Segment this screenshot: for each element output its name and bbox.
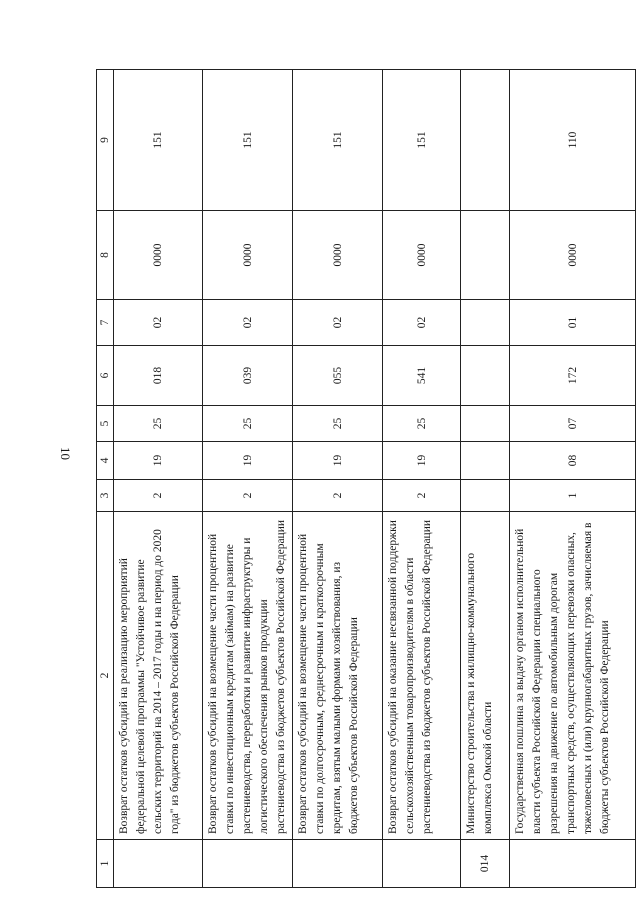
header-col-5: 5 [97, 406, 114, 442]
rotated-table-container [96, 70, 640, 888]
cell-description: Возврат остатков субсидий на возмещение части процентной ставки по инвестиционным кредитам (займам) на развитие растениеводства, переработки и развитие инфраструктуры и логистического обеспечения рынков продукции растениеводства из бюджетов субъектов Российской Федерации [203, 512, 293, 840]
cell-economic: 151 [203, 70, 293, 211]
cell-subarticle: 039 [203, 346, 293, 406]
cell-description: Министерство строительства и жилищно-коммунального комплекса Омской области [461, 512, 510, 840]
cell-subgroup [461, 442, 510, 480]
cell-subgroup: 08 [510, 442, 636, 480]
table-row [510, 70, 636, 888]
cell-subgroup: 19 [293, 442, 383, 480]
cell-group: 2 [114, 480, 203, 512]
cell-group: 2 [293, 480, 383, 512]
header-row [97, 70, 114, 888]
header-col-8: 8 [97, 211, 114, 300]
cell-economic: 151 [114, 70, 203, 211]
cell-admin-code [510, 840, 636, 888]
table-row [114, 70, 203, 888]
cell-economic: 151 [383, 70, 461, 211]
cell-group [461, 480, 510, 512]
cell-subgroup: 19 [383, 442, 461, 480]
cell-element: 01 [510, 300, 636, 346]
cell-admin-code: 014 [461, 840, 510, 888]
cell-element: 02 [383, 300, 461, 346]
cell-program: 0000 [510, 211, 636, 300]
cell-article: 25 [293, 406, 383, 442]
cell-subgroup: 19 [114, 442, 203, 480]
page-number: 10 [58, 447, 73, 460]
table-row [293, 70, 383, 888]
header-col-7: 7 [97, 300, 114, 346]
cell-economic: 110 [510, 70, 636, 211]
cell-article: 25 [114, 406, 203, 442]
cell-description: Возврат остатков субсидий на оказание несвязанной поддержки сельскохозяйственным товаропроизводителям в области растениеводства из бюджетов субъектов Российской Федерации [383, 512, 461, 840]
cell-element: 02 [203, 300, 293, 346]
cell-article: 25 [203, 406, 293, 442]
cell-article [461, 406, 510, 442]
cell-program: 0000 [203, 211, 293, 300]
cell-program [461, 211, 510, 300]
cell-element: 02 [293, 300, 383, 346]
cell-article: 25 [383, 406, 461, 442]
cell-group: 2 [203, 480, 293, 512]
cell-admin-code [293, 840, 383, 888]
cell-subarticle: 172 [510, 346, 636, 406]
cell-economic [461, 70, 510, 211]
header-col-6: 6 [97, 346, 114, 406]
header-col-3: 3 [97, 480, 114, 512]
cell-program: 0000 [293, 211, 383, 300]
cell-subarticle: 055 [293, 346, 383, 406]
cell-subarticle [461, 346, 510, 406]
table-row [203, 70, 293, 888]
cell-description: Возврат остатков субсидий на возмещение части процентной ставки по долгосрочным, среднесрочным и краткосрочным кредитам, взятым малыми формами хозяйствования, из бюджетов субъектов Российской Федерации [293, 512, 383, 840]
cell-subarticle: 018 [114, 346, 203, 406]
cell-admin-code [114, 840, 203, 888]
cell-group: 2 [383, 480, 461, 512]
budget-code-table [96, 69, 636, 888]
cell-description: Возврат остатков субсидий на реализацию мероприятий федеральной целевой программы "Устойчивое развитие сельских территорий на 2014 – 2017 годы и на период до 2020 года" из бюджетов субъектов Российской Федерации [114, 512, 203, 840]
cell-subgroup: 19 [203, 442, 293, 480]
cell-program: 0000 [114, 211, 203, 300]
header-col-1: 1 [97, 840, 114, 888]
cell-economic: 151 [293, 70, 383, 211]
cell-description: Государственная пошлина за выдачу органом исполнительной власти субъекта Российской Федерации специального разрешения на движение по автомобильным дорогам транспортных средств, осуществляющих перевозки опасных, тяжеловесных и (или) крупногабаритных грузов, зачисляемая в бюджеты субъектов Российской Федерации [510, 512, 636, 840]
header-col-2: 2 [97, 512, 114, 840]
header-col-4: 4 [97, 442, 114, 480]
cell-subarticle: 541 [383, 346, 461, 406]
cell-element: 02 [114, 300, 203, 346]
cell-admin-code [203, 840, 293, 888]
cell-article: 07 [510, 406, 636, 442]
cell-admin-code [383, 840, 461, 888]
table-row [383, 70, 461, 888]
header-col-9: 9 [97, 70, 114, 211]
cell-element [461, 300, 510, 346]
cell-group: 1 [510, 480, 636, 512]
table-row [461, 70, 510, 888]
cell-program: 0000 [383, 211, 461, 300]
